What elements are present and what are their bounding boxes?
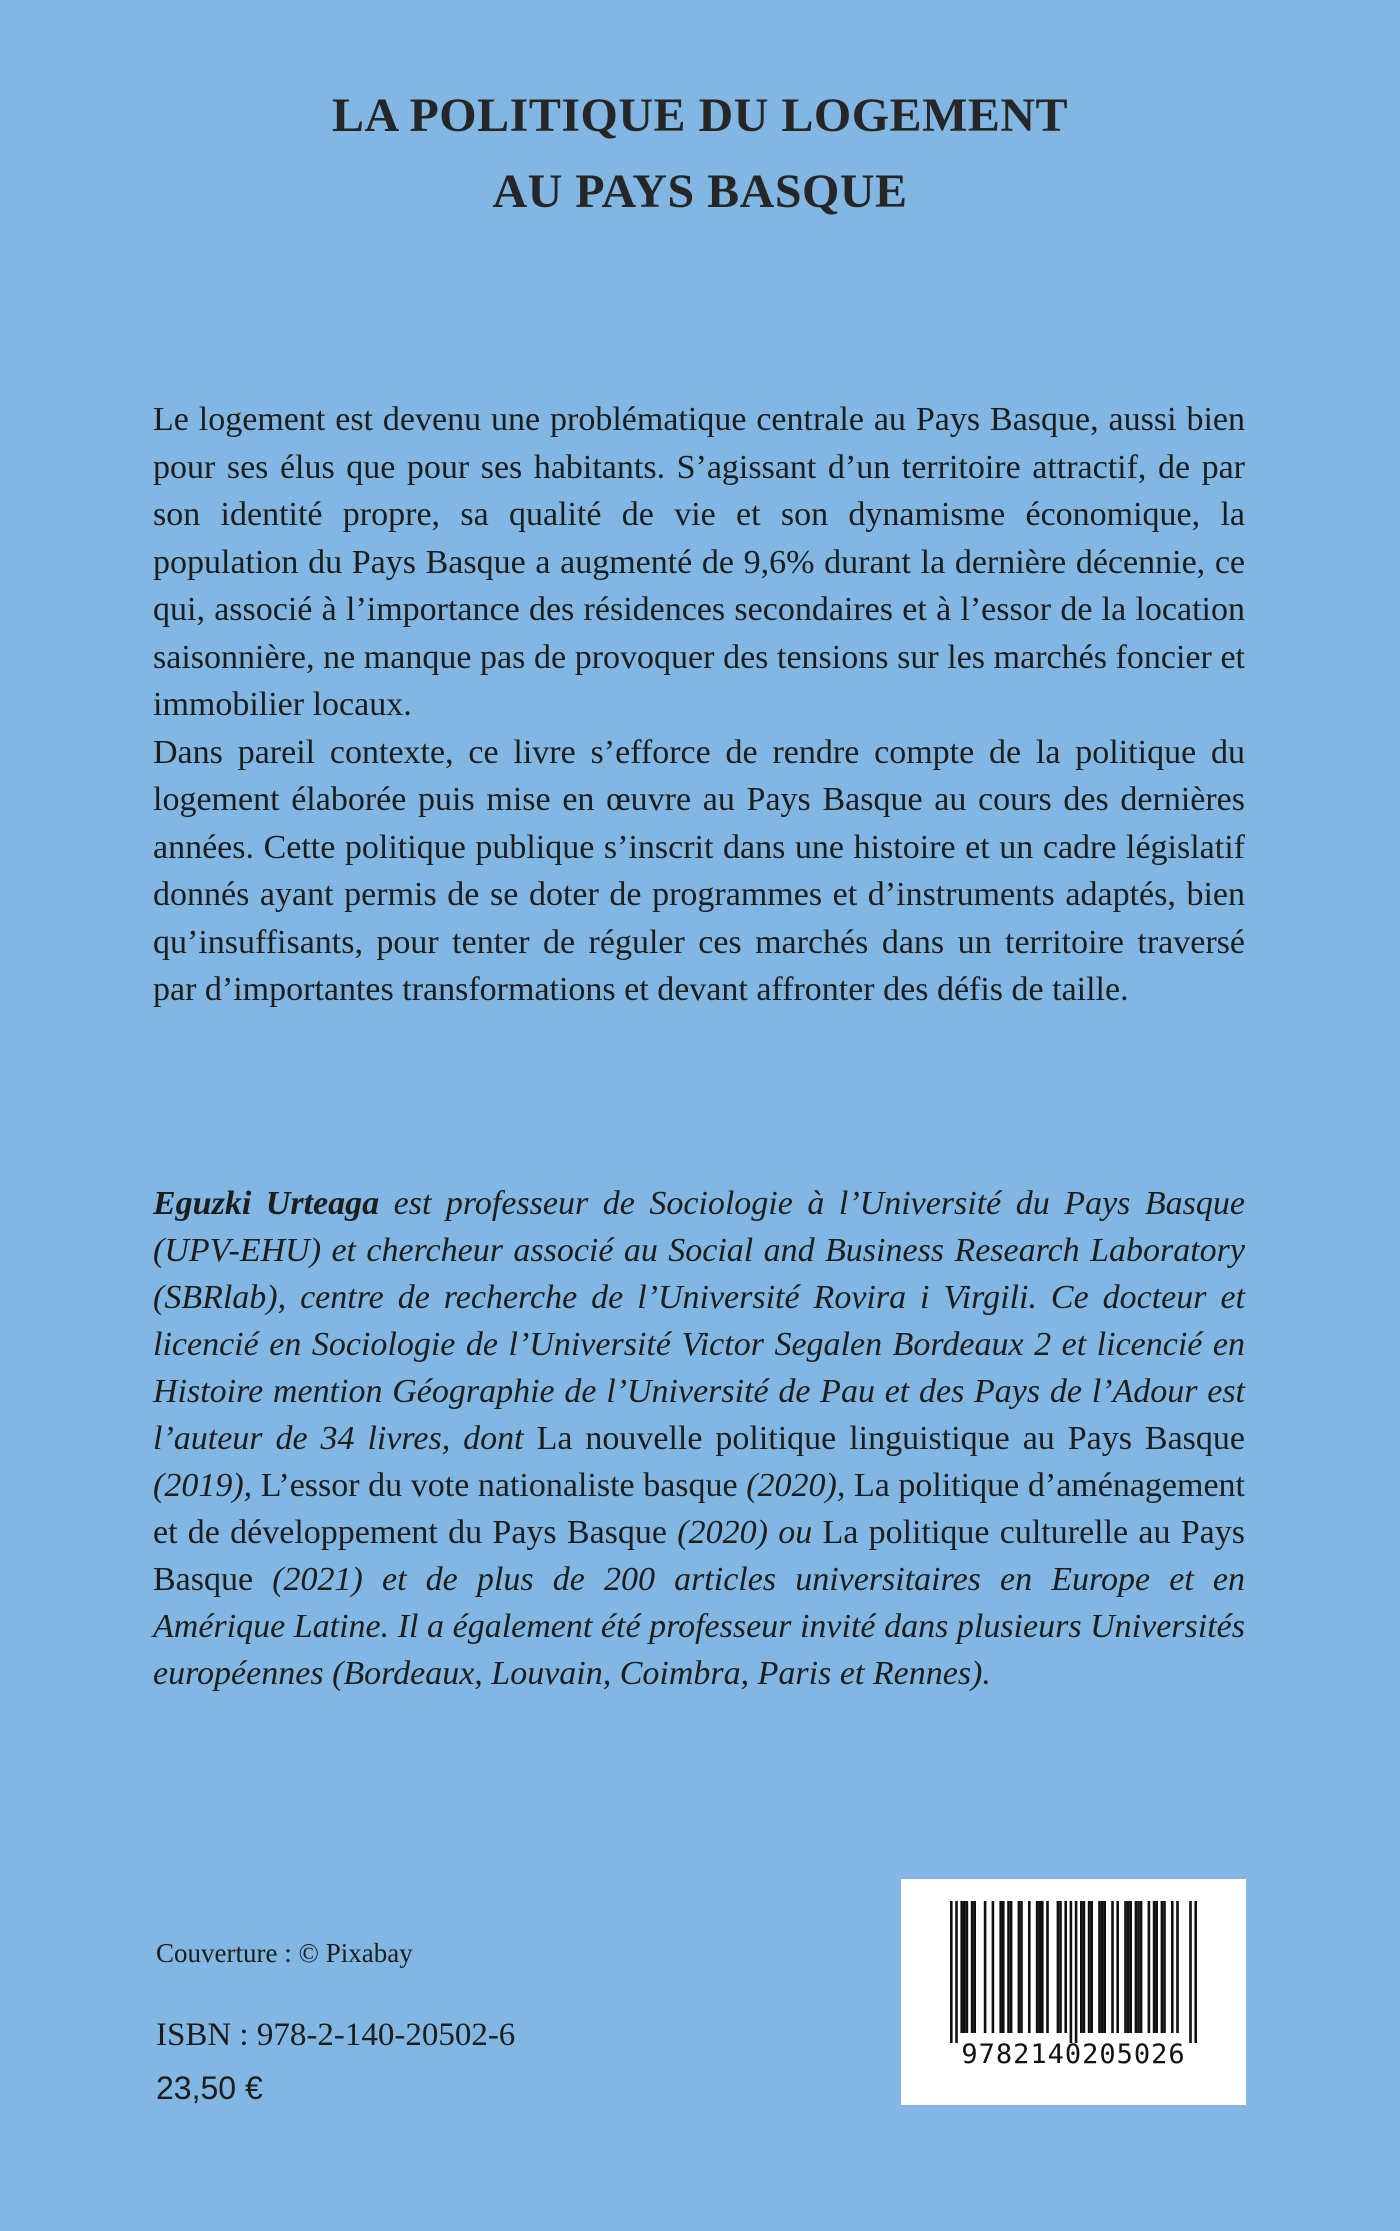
book-title-line-2: AU PAYS BASQUE [492, 165, 908, 218]
book-title [0, 78, 1400, 230]
barcode-bar [1176, 1901, 1179, 2033]
barcode-digits: 9782140205026 [961, 2039, 1186, 2070]
cover-credit: Couverture : © Pixabay [156, 1938, 413, 1968]
isbn-number: ISBN : 978-2-140-20502-6 [156, 2017, 516, 2053]
barcode-bar [984, 1901, 987, 2033]
barcode-bar [963, 1901, 966, 2033]
barcode-bar [955, 1901, 958, 2043]
barcode-bar [1070, 1901, 1073, 2043]
barcode-bar [1059, 1901, 1062, 2033]
barcode-bar [1189, 1901, 1192, 2043]
summary-paragraph-2: Dans pareil contexte, ce livre s’efforce de rendre compte de la politique du logement élaborée puis mise en œuvre au Pays Basque au cours des dernières années. Cette politique publique s’inscrit dans une histoire et un cadre législatif donnés ayant permis de se doter de programmes et d’instruments adaptés, bien qu’insuffisants, pour tenter de réguler ces marchés dans un territoire traversé par d’importantes transformations et devant affronter des défis de taille. [153, 733, 1245, 1008]
barcode-bar [1101, 1901, 1104, 2033]
bio-year-3: (2020) ou [667, 1514, 823, 1551]
barcode-bar [1028, 1901, 1031, 2033]
barcode-bar [1002, 1901, 1005, 2033]
barcode-bar [999, 1901, 1002, 2033]
barcode-bar [1161, 1901, 1164, 2033]
barcode-bar [1075, 1901, 1078, 2043]
barcode-bar [950, 1901, 953, 2043]
barcode-bar [1020, 1901, 1023, 2033]
bio-year-1: (2019), [153, 1467, 261, 1504]
barcode-bar [1038, 1901, 1041, 2033]
book-title-line-1: LA POLITIQUE DU LOGEMENT [331, 89, 1069, 142]
barcode-bar [1098, 1901, 1101, 2033]
barcode-bar [1163, 1901, 1166, 2033]
barcode-bar [1057, 1901, 1060, 2033]
barcode-bar [1140, 1901, 1143, 2033]
barcode-bar [1116, 1901, 1119, 2033]
barcode-bar [971, 1901, 974, 2033]
barcode-bar [1088, 1901, 1091, 2033]
barcode-bar [1018, 1901, 1021, 2033]
price: 23,50 € [156, 2070, 263, 2106]
barcode-bar [1103, 1901, 1106, 2033]
barcode-bar [1046, 1901, 1049, 2033]
summary-text [153, 396, 1245, 1014]
author-name: Eguzki Urteaga [153, 1185, 380, 1222]
barcode-bar [1129, 1901, 1132, 2033]
bio-year-2: (2020), [737, 1467, 854, 1504]
summary-paragraph-1: Le logement est devenu une problématique centrale au Pays Basque, aussi bien pour ses élus que pour ses habitants. S’agissant d’un territoire attractif, de par son identité propre, sa qualité de vie et son dynamisme économique, la population du Pays Basque a augmenté de 9,6% durant la dernière décennie, ce qui, associé à l’importance des résidences secondaires et à l’essor de la location saisonnière, ne manque pas de provoquer des tensions sur les marchés foncier et immobilier locaux. [153, 401, 1245, 723]
barcode-bar [1137, 1901, 1140, 2033]
barcode-bar [1127, 1901, 1130, 2033]
barcode-bar [1007, 1901, 1010, 2033]
author-bio-paragraph [153, 1180, 1245, 1697]
author-bio [153, 1180, 1245, 1697]
barcode-bar [1080, 1901, 1083, 2033]
bio-text-part-1: est professeur de Sociologie à l’Université du Pays Basque (UPV-EHU) et chercheur associé au Social and Business Research Laboratory (SBRlab), centre de recherche de l’Université Rovira i Virgili. Ce docteur et licencié en Sociologie de l’Université Victor Segalen Bordeaux 2 et licencié en Histoire mention Géographie de l’Université de Pau et des Pays de l’Adour est l’auteur de 34 livres, dont [153, 1185, 1245, 1457]
barcode [901, 1879, 1246, 2105]
barcode-bar [960, 1901, 963, 2033]
barcode-bar [1090, 1901, 1093, 2033]
barcode-bar [1041, 1901, 1044, 2033]
book-title-4: La politique culturelle au Pays Basque [153, 1514, 1246, 1598]
barcode-bar [1135, 1901, 1138, 2033]
barcode-bar [1148, 1901, 1151, 2033]
barcode-bar [1010, 1901, 1013, 2033]
barcode-bar [1153, 1901, 1156, 2033]
bio-text-part-2: (2021) et de plus de 200 articles universitaires en Europe et en Amérique Latine. Il a également été professeur invité dans plusieurs Universités européennes (Bordeaux, Louvain, Coimbra, Paris et Rennes). [153, 1561, 1245, 1692]
barcode-bar [992, 1901, 995, 2033]
barcode-bar [1036, 1901, 1039, 2033]
book-title-2: L’essor du vote nationaliste basque [260, 1467, 738, 1504]
barcode-bar [1171, 1901, 1174, 2033]
book-title-1: La nouvelle politique linguistique au Pays Basque [536, 1420, 1245, 1457]
barcode-bar [1083, 1901, 1086, 2033]
barcode-bar [973, 1901, 976, 2033]
book-title-3: La politique d’aménagement et de développement du Pays Basque [153, 1467, 1245, 1551]
barcode-bar [1155, 1901, 1158, 2033]
barcode-bar [1124, 1901, 1127, 2033]
barcode-bar [1194, 1901, 1197, 2043]
barcode-bar [1064, 1901, 1067, 2033]
barcode-bar [966, 1901, 969, 2033]
barcode-bar [1111, 1901, 1114, 2033]
barcode-bars [901, 1879, 1246, 2105]
